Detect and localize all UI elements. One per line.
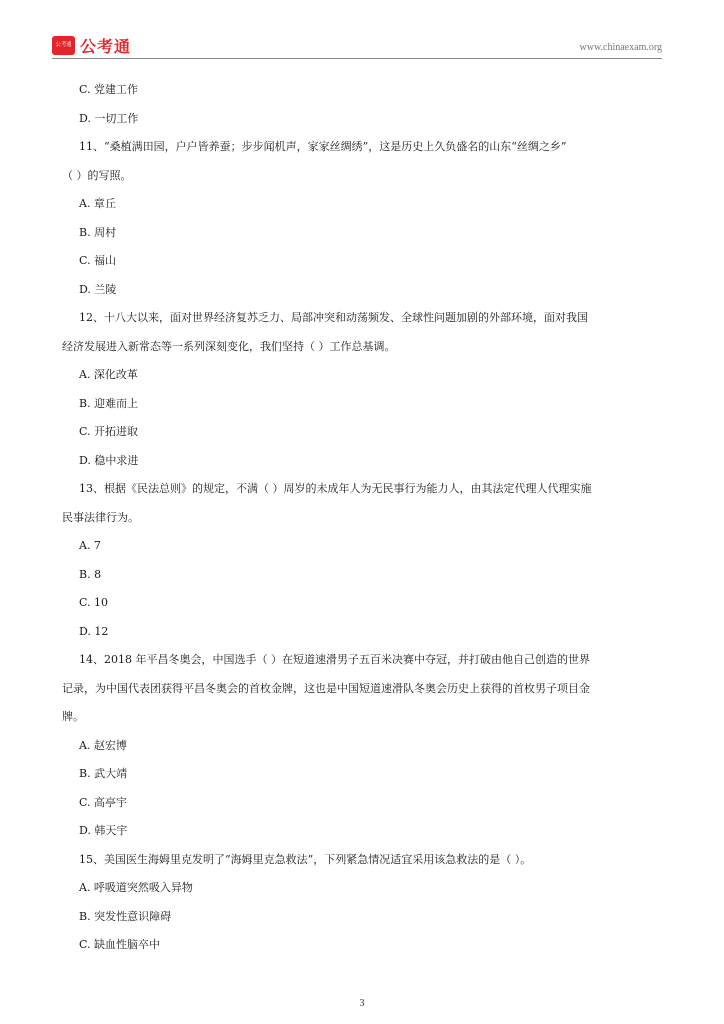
answer-option: C. 开拓进取 xyxy=(79,425,139,438)
answer-option: A. 章丘 xyxy=(79,197,116,210)
answer-option: C. 10 xyxy=(79,596,109,609)
question-text: 13、根据《民法总则》的规定，不满（ ）周岁的未成年人为无民事行为能力人，由其法定代理人代理实施 xyxy=(79,482,592,495)
logo-text: 公考通 xyxy=(80,37,132,56)
answer-option: C. 党建工作 xyxy=(79,83,139,96)
question-text-continued: 记录，为中国代表团获得平昌冬奥会的首枚金牌，这也是中国短道速滑队冬奥会历史上获得的首枚男子项目金 xyxy=(62,681,590,695)
answer-option: D. 稳中求进 xyxy=(79,453,139,467)
answer-option: B. 突发性意识障碍 xyxy=(79,909,172,923)
answer-option: B. 周村 xyxy=(79,225,117,239)
question-text-continued: 民事法律行为。 xyxy=(62,510,139,524)
answer-option: C. 福山 xyxy=(79,254,117,267)
answer-option: C. 高亭宇 xyxy=(79,795,128,809)
question-text: 12、十八大以来，面对世界经济复苏乏力、局部冲突和动荡频发、全球性问题加剧的外部环境，面对我国 xyxy=(79,311,588,324)
site-url: www.chinaexam.org xyxy=(579,42,662,53)
answer-option: A. 7 xyxy=(79,539,101,552)
header-divider xyxy=(52,58,662,59)
answer-option: A. 呼吸道突然吸入异物 xyxy=(79,881,193,894)
answer-option: D. 一切工作 xyxy=(79,111,139,125)
answer-option: D. 12 xyxy=(79,624,109,638)
answer-option: B. 武大靖 xyxy=(79,767,128,780)
document-body xyxy=(62,76,668,960)
question-text: 11、“桑植满田园，户户皆养蚕；步步闻机声，家家丝绸绣”，这是历史上久负盛名的山东“丝绸之乡” xyxy=(79,140,567,153)
answer-option: C. 缺血性脑卒中 xyxy=(79,938,161,951)
page-number: 3 xyxy=(359,998,365,1009)
logo xyxy=(52,34,131,57)
question-text-continued: 牌。 xyxy=(62,710,84,723)
answer-option: A. 深化改革 xyxy=(79,368,138,381)
answer-option: B. 8 xyxy=(79,567,102,581)
page-header xyxy=(52,34,662,58)
question-text: 15、美国医生海姆里克发明了“海姆里克急救法”，下列紧急情况适宜采用该急救法的是（ ）。 xyxy=(79,852,532,866)
logo-badge-icon: 公考通 xyxy=(52,36,75,55)
question-text-continued: （ ）的写照。 xyxy=(62,168,132,182)
answer-option: D. 韩天宇 xyxy=(79,824,128,837)
answer-option: D. 兰陵 xyxy=(79,282,117,296)
question-text-continued: 经济发展进入新常态等一系列深刻变化，我们坚持（ ）工作总基调。 xyxy=(62,339,396,353)
answer-option: B. 迎难而上 xyxy=(79,396,139,410)
question-text: 14、2018 年平昌冬奥会，中国选手（ ）在短道速滑男子五百米决赛中夺冠，并打破由他自己创造的世界 xyxy=(79,653,590,666)
answer-option: A. 赵宏博 xyxy=(79,738,127,752)
